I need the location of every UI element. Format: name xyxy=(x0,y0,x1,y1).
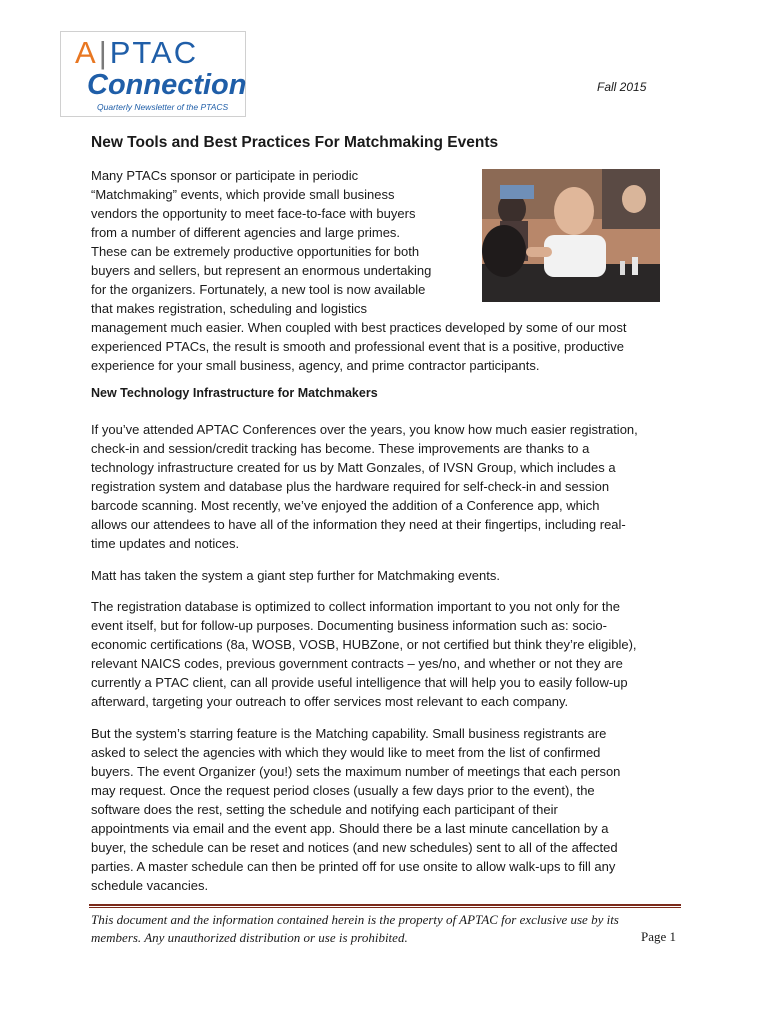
intro-line: that makes registration, scheduling and logistics xyxy=(91,301,368,316)
paragraph-line: technology infrastructure created for us by Matt Gonzales, of IVSN Group, which includes a xyxy=(91,460,616,475)
logo-tagline: Quarterly Newsletter of the PTACS xyxy=(97,102,229,112)
intro-line: These can be extremely productive opportunities for both xyxy=(91,244,420,259)
logo-aptac-wordmark xyxy=(75,36,198,70)
paragraph-line: afterward, targeting your outreach to offer services most relevant to each company. xyxy=(91,694,569,709)
intro-line: “Matchmaking” events, which provide small business xyxy=(91,187,395,202)
footer-divider-thick xyxy=(89,904,681,906)
intro-line: from a number of different agencies and large primes. xyxy=(91,225,401,240)
logo-divider: | xyxy=(98,35,109,70)
footer-disclaimer xyxy=(91,911,681,947)
paragraph-line: relevant NAICS codes, previous government contracts – yes/no, and whether or not they are xyxy=(91,656,623,671)
article-title: New Tools and Best Practices For Matchmaking Events xyxy=(91,134,499,151)
paragraph-line: The registration database is optimized to collect information important to you not only for the xyxy=(91,599,620,614)
paragraph-infrastructure xyxy=(91,420,638,553)
paragraph-line: asked to select the agencies with which they would like to meet from the list of confirmed xyxy=(91,745,601,760)
intro-line: experience for your small business, agency, and prime contractor participants. xyxy=(91,358,540,373)
paragraph-line: event itself, but for follow-up purposes. Documenting business information such as: socio- xyxy=(91,618,607,633)
logo-connection: Connection xyxy=(87,69,247,101)
section-subheading: New Technology Infrastructure for Matchmakers xyxy=(91,386,378,400)
newsletter-logo xyxy=(60,31,246,117)
paragraph-line: check-in and session/credit tracking has become. These improvements are thanks to a xyxy=(91,441,590,456)
intro-line: Many PTACs sponsor or participate in periodic xyxy=(91,168,359,183)
intro-line: for the organizers. Fortunately, a new tool is now available xyxy=(91,282,426,297)
paragraph-line: parties. A master schedule can then be printed off for use onsite to allow walk-ups to fill any xyxy=(91,859,616,874)
paragraph-line: currently a PTAC client, can all provide useful intelligence that will help you to easily follow-up xyxy=(91,675,628,690)
intro-line: vendors the opportunity to meet face-to-face with buyers xyxy=(91,206,416,221)
intro-line: buyers and sellers, but represent an enormous undertaking xyxy=(91,263,432,278)
footer-line: members. Any unauthorized distribution or use is prohibited. xyxy=(91,930,408,945)
intro-paragraph xyxy=(91,166,626,375)
paragraph-line: buyers. The event Organizer (you!) sets the maximum number of meetings that each person xyxy=(91,764,621,779)
issue-date: Fall 2015 xyxy=(597,80,647,94)
paragraph-line: allows our attendees to have all of the information they need at their fingertips, including real- xyxy=(91,517,626,532)
intro-line: management much easier. When coupled with best practices developed by some of our most xyxy=(91,320,627,335)
paragraph-line: buyer, the schedule can be reset and notices (and new schedules) sent to all of the affected xyxy=(91,840,618,855)
paragraph-line: If you’ve attended APTAC Conferences over the years, you know how much easier registration, xyxy=(91,422,638,437)
paragraph-line: barcode scanning. Most recently, we’ve enjoyed the addition of a Conference app, which xyxy=(91,498,600,513)
paragraph-line: time updates and notices. xyxy=(91,536,240,551)
page-number: Page 1 xyxy=(641,929,677,944)
paragraph-line: software does the rest, setting the schedule and notifying each participant of their xyxy=(91,802,558,817)
paragraph-line: Matt has taken the system a giant step further for Matchmaking events. xyxy=(91,568,500,583)
logo-letters-ptac: PTAC xyxy=(109,35,199,70)
paragraph-line: But the system’s starring feature is the Matching capability. Small business registrants are xyxy=(91,726,607,741)
paragraph-line: registration system and database plus the hardware required for self-check-in and session xyxy=(91,479,610,494)
paragraph-matching-capability xyxy=(91,724,620,895)
paragraph-giant-step xyxy=(91,566,500,585)
paragraph-line: appointments via email and the event app. Should there be a last minute cancellation by a xyxy=(91,821,609,836)
paragraph-line: economic certifications (8a, WOSB, VOSB, HUBZone, or not certified but think they’re eligible), xyxy=(91,637,637,652)
logo-letter-a: A xyxy=(75,35,98,70)
intro-line: experienced PTACs, the result is smooth and professional event that is a positive, productive xyxy=(91,339,625,354)
footer-line: This document and the information contained herein is the property of APTAC for exclusive use by its xyxy=(91,912,619,927)
paragraph-line: may request. Once the request period closes (usually a few days prior to the event), the xyxy=(91,783,595,798)
paragraph-registration-database xyxy=(91,597,637,711)
footer-divider-thin xyxy=(89,907,681,908)
paragraph-line: schedule vacancies. xyxy=(91,878,209,893)
